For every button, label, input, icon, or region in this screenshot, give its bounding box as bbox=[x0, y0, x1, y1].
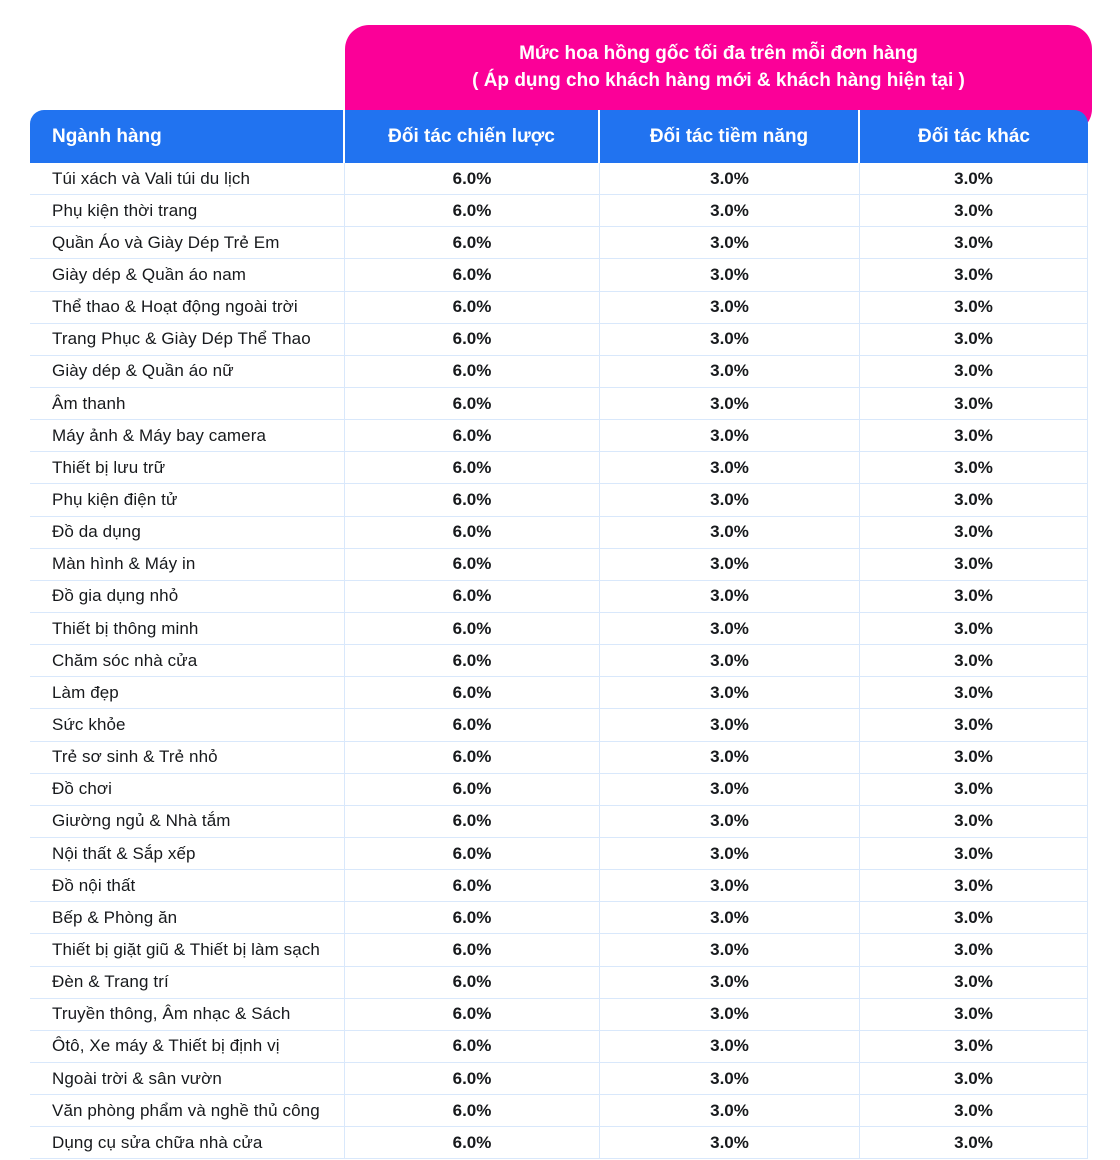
category-cell: Trẻ sơ sinh & Trẻ nhỏ bbox=[30, 742, 345, 773]
category-cell: Giày dép & Quần áo nam bbox=[30, 259, 345, 290]
value-cell-potential: 3.0% bbox=[600, 838, 860, 869]
table-row bbox=[30, 1063, 1088, 1095]
value-cell-other: 3.0% bbox=[860, 1095, 1088, 1126]
value-cell-other: 3.0% bbox=[860, 677, 1088, 708]
table-row bbox=[30, 581, 1088, 613]
value-cell-strategic: 6.0% bbox=[345, 1095, 600, 1126]
value-cell-other: 3.0% bbox=[860, 870, 1088, 901]
value-cell-other: 3.0% bbox=[860, 356, 1088, 387]
table-row bbox=[30, 709, 1088, 741]
value-cell-potential: 3.0% bbox=[600, 774, 860, 805]
value-cell-other: 3.0% bbox=[860, 645, 1088, 676]
category-cell: Làm đẹp bbox=[30, 677, 345, 708]
table-row bbox=[30, 806, 1088, 838]
value-cell-strategic: 6.0% bbox=[345, 259, 600, 290]
value-cell-potential: 3.0% bbox=[600, 452, 860, 483]
value-cell-potential: 3.0% bbox=[600, 1063, 860, 1094]
value-cell-other: 3.0% bbox=[860, 163, 1088, 194]
category-cell: Đồ nội thất bbox=[30, 870, 345, 901]
table-row bbox=[30, 452, 1088, 484]
value-cell-strategic: 6.0% bbox=[345, 227, 600, 258]
category-cell: Bếp & Phòng ăn bbox=[30, 902, 345, 933]
table-row bbox=[30, 1127, 1088, 1159]
table-row bbox=[30, 870, 1088, 902]
value-cell-strategic: 6.0% bbox=[345, 292, 600, 323]
category-cell: Giường ngủ & Nhà tắm bbox=[30, 806, 345, 837]
value-cell-potential: 3.0% bbox=[600, 870, 860, 901]
category-cell: Nội thất & Sắp xếp bbox=[30, 838, 345, 869]
value-cell-potential: 3.0% bbox=[600, 934, 860, 965]
table-row bbox=[30, 324, 1088, 356]
value-cell-strategic: 6.0% bbox=[345, 645, 600, 676]
header-cell-category: Ngành hàng bbox=[30, 110, 345, 163]
value-cell-other: 3.0% bbox=[860, 388, 1088, 419]
value-cell-other: 3.0% bbox=[860, 838, 1088, 869]
value-cell-strategic: 6.0% bbox=[345, 613, 600, 644]
value-cell-strategic: 6.0% bbox=[345, 902, 600, 933]
value-cell-potential: 3.0% bbox=[600, 1031, 860, 1062]
value-cell-other: 3.0% bbox=[860, 902, 1088, 933]
category-cell: Văn phòng phẩm và nghề thủ công bbox=[30, 1095, 345, 1126]
value-cell-strategic: 6.0% bbox=[345, 581, 600, 612]
table-row bbox=[30, 484, 1088, 516]
table-row bbox=[30, 356, 1088, 388]
value-cell-potential: 3.0% bbox=[600, 549, 860, 580]
table-row bbox=[30, 902, 1088, 934]
value-cell-other: 3.0% bbox=[860, 517, 1088, 548]
value-cell-strategic: 6.0% bbox=[345, 324, 600, 355]
category-cell: Màn hình & Máy in bbox=[30, 549, 345, 580]
category-cell: Đèn & Trang trí bbox=[30, 967, 345, 998]
value-cell-other: 3.0% bbox=[860, 420, 1088, 451]
value-cell-potential: 3.0% bbox=[600, 420, 860, 451]
value-cell-potential: 3.0% bbox=[600, 806, 860, 837]
value-cell-potential: 3.0% bbox=[600, 195, 860, 226]
value-cell-other: 3.0% bbox=[860, 549, 1088, 580]
value-cell-strategic: 6.0% bbox=[345, 356, 600, 387]
category-cell: Phụ kiện điện tử bbox=[30, 484, 345, 515]
value-cell-potential: 3.0% bbox=[600, 967, 860, 998]
value-cell-other: 3.0% bbox=[860, 999, 1088, 1030]
value-cell-strategic: 6.0% bbox=[345, 1031, 600, 1062]
value-cell-other: 3.0% bbox=[860, 1127, 1088, 1158]
table-row bbox=[30, 292, 1088, 324]
value-cell-strategic: 6.0% bbox=[345, 163, 600, 194]
value-cell-other: 3.0% bbox=[860, 613, 1088, 644]
value-cell-strategic: 6.0% bbox=[345, 388, 600, 419]
value-cell-strategic: 6.0% bbox=[345, 420, 600, 451]
category-cell: Phụ kiện thời trang bbox=[30, 195, 345, 226]
banner-title-line2: ( Áp dụng cho khách hàng mới & khách hàng hiện tại ) bbox=[472, 70, 965, 91]
category-cell: Thiết bị lưu trữ bbox=[30, 452, 345, 483]
value-cell-potential: 3.0% bbox=[600, 613, 860, 644]
value-cell-strategic: 6.0% bbox=[345, 1063, 600, 1094]
value-cell-strategic: 6.0% bbox=[345, 999, 600, 1030]
category-cell: Âm thanh bbox=[30, 388, 345, 419]
category-cell: Đồ chơi bbox=[30, 774, 345, 805]
value-cell-other: 3.0% bbox=[860, 1031, 1088, 1062]
value-cell-potential: 3.0% bbox=[600, 324, 860, 355]
value-cell-other: 3.0% bbox=[860, 1063, 1088, 1094]
category-cell: Sức khỏe bbox=[30, 709, 345, 740]
value-cell-potential: 3.0% bbox=[600, 742, 860, 773]
value-cell-other: 3.0% bbox=[860, 934, 1088, 965]
category-cell: Máy ảnh & Máy bay camera bbox=[30, 420, 345, 451]
category-cell: Ôtô, Xe máy & Thiết bị định vị bbox=[30, 1031, 345, 1062]
table-row bbox=[30, 517, 1088, 549]
table-row bbox=[30, 999, 1088, 1031]
category-cell: Đồ gia dụng nhỏ bbox=[30, 581, 345, 612]
table-row bbox=[30, 838, 1088, 870]
value-cell-potential: 3.0% bbox=[600, 227, 860, 258]
table-row bbox=[30, 742, 1088, 774]
value-cell-other: 3.0% bbox=[860, 806, 1088, 837]
value-cell-strategic: 6.0% bbox=[345, 677, 600, 708]
value-cell-other: 3.0% bbox=[860, 484, 1088, 515]
table-row bbox=[30, 549, 1088, 581]
table-header bbox=[30, 110, 1088, 163]
table-row bbox=[30, 645, 1088, 677]
table-row bbox=[30, 259, 1088, 291]
value-cell-strategic: 6.0% bbox=[345, 742, 600, 773]
value-cell-potential: 3.0% bbox=[600, 709, 860, 740]
category-cell: Chăm sóc nhà cửa bbox=[30, 645, 345, 676]
table-row bbox=[30, 1095, 1088, 1127]
value-cell-potential: 3.0% bbox=[600, 388, 860, 419]
table-row bbox=[30, 774, 1088, 806]
table-row bbox=[30, 677, 1088, 709]
value-cell-strategic: 6.0% bbox=[345, 484, 600, 515]
value-cell-other: 3.0% bbox=[860, 967, 1088, 998]
table-row bbox=[30, 227, 1088, 259]
value-cell-potential: 3.0% bbox=[600, 902, 860, 933]
value-cell-strategic: 6.0% bbox=[345, 774, 600, 805]
category-cell: Thiết bị thông minh bbox=[30, 613, 345, 644]
table-row bbox=[30, 388, 1088, 420]
category-cell: Túi xách và Vali túi du lịch bbox=[30, 163, 345, 194]
value-cell-other: 3.0% bbox=[860, 292, 1088, 323]
value-cell-other: 3.0% bbox=[860, 774, 1088, 805]
category-cell: Thiết bị giặt giũ & Thiết bị làm sạch bbox=[30, 934, 345, 965]
value-cell-potential: 3.0% bbox=[600, 259, 860, 290]
value-cell-strategic: 6.0% bbox=[345, 838, 600, 869]
category-cell: Giày dép & Quần áo nữ bbox=[30, 356, 345, 387]
value-cell-potential: 3.0% bbox=[600, 292, 860, 323]
value-cell-potential: 3.0% bbox=[600, 1127, 860, 1158]
table-row bbox=[30, 613, 1088, 645]
value-cell-potential: 3.0% bbox=[600, 517, 860, 548]
value-cell-other: 3.0% bbox=[860, 227, 1088, 258]
value-cell-strategic: 6.0% bbox=[345, 934, 600, 965]
value-cell-strategic: 6.0% bbox=[345, 870, 600, 901]
value-cell-other: 3.0% bbox=[860, 324, 1088, 355]
value-cell-other: 3.0% bbox=[860, 259, 1088, 290]
value-cell-other: 3.0% bbox=[860, 581, 1088, 612]
table-row bbox=[30, 967, 1088, 999]
value-cell-potential: 3.0% bbox=[600, 163, 860, 194]
category-cell: Truyền thông, Âm nhạc & Sách bbox=[30, 999, 345, 1030]
value-cell-strategic: 6.0% bbox=[345, 1127, 600, 1158]
table-row bbox=[30, 163, 1088, 195]
value-cell-other: 3.0% bbox=[860, 452, 1088, 483]
value-cell-potential: 3.0% bbox=[600, 677, 860, 708]
header-cell-other-partner: Đối tác khác bbox=[918, 125, 1030, 147]
value-cell-strategic: 6.0% bbox=[345, 549, 600, 580]
value-cell-potential: 3.0% bbox=[600, 645, 860, 676]
value-cell-strategic: 6.0% bbox=[345, 452, 600, 483]
table-row bbox=[30, 195, 1088, 227]
category-cell: Dụng cụ sửa chữa nhà cửa bbox=[30, 1127, 345, 1158]
category-cell: Trang Phục & Giày Dép Thể Thao bbox=[30, 324, 345, 355]
value-cell-potential: 3.0% bbox=[600, 999, 860, 1030]
header-cell-strategic-partner: Đối tác chiến lược bbox=[345, 110, 600, 163]
table-row bbox=[30, 420, 1088, 452]
value-cell-other: 3.0% bbox=[860, 742, 1088, 773]
value-cell-potential: 3.0% bbox=[600, 581, 860, 612]
value-cell-other: 3.0% bbox=[860, 195, 1088, 226]
value-cell-strategic: 6.0% bbox=[345, 806, 600, 837]
value-cell-potential: 3.0% bbox=[600, 1095, 860, 1126]
category-cell: Quần Áo và Giày Dép Trẻ Em bbox=[30, 227, 345, 258]
banner-title-line1: Mức hoa hồng gốc tối đa trên mỗi đơn hàng bbox=[519, 43, 918, 64]
value-cell-other: 3.0% bbox=[860, 709, 1088, 740]
table-row bbox=[30, 1031, 1088, 1063]
value-cell-strategic: 6.0% bbox=[345, 967, 600, 998]
category-cell: Đồ da dụng bbox=[30, 517, 345, 548]
value-cell-strategic: 6.0% bbox=[345, 709, 600, 740]
value-cell-potential: 3.0% bbox=[600, 356, 860, 387]
category-cell: Thể thao & Hoạt động ngoài trời bbox=[30, 292, 345, 323]
commission-table-body bbox=[30, 163, 1088, 1159]
value-cell-strategic: 6.0% bbox=[345, 195, 600, 226]
value-cell-potential: 3.0% bbox=[600, 484, 860, 515]
table-row bbox=[30, 934, 1088, 966]
header-cell-potential-partner: Đối tác tiềm năng bbox=[600, 110, 860, 163]
value-cell-strategic: 6.0% bbox=[345, 517, 600, 548]
category-cell: Ngoài trời & sân vườn bbox=[30, 1063, 345, 1094]
